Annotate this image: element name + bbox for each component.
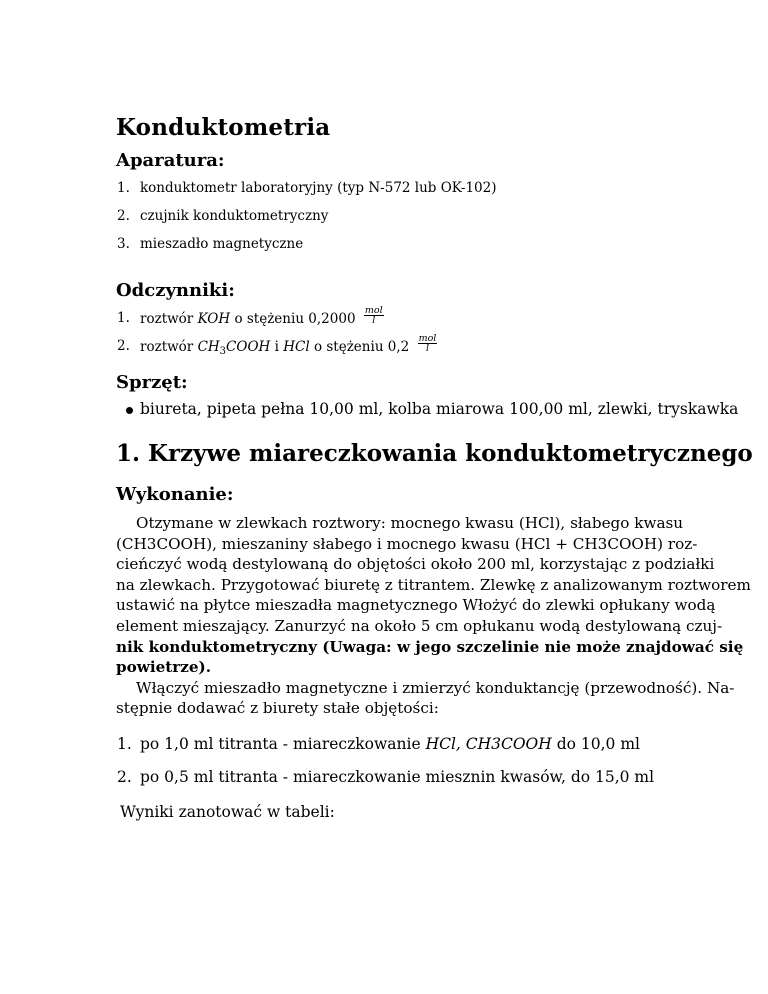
sprzet-item: biureta, pipeta pełna 10,00 ml, kolba miarowa 100,00 ml, zlewki, tryskawka (140, 400, 739, 418)
paragraph-line: cieńczyć wodą destylowaną do objętości około 200 ml, korzystając z podziałki (116, 555, 715, 574)
results-note: Wyniki zanotować w tabeli: (120, 803, 335, 821)
odczynniki-heading: Odczynniki: (116, 280, 235, 301)
list-number: 2. (117, 768, 132, 786)
wykonanie-heading: Wykonanie: (116, 484, 234, 505)
aparatura-heading: Aparatura: (116, 150, 225, 171)
unit-fraction: $\frac{\text{mol}}{l}$ (364, 305, 383, 326)
warning-line: powietrze). (116, 658, 212, 677)
paragraph-line: (CH3COOH), mieszaniny słabego i mocnego kwasu (HCl + CH3COOH) roz- (116, 534, 698, 553)
bullet-icon (126, 407, 133, 414)
list-item: mieszadło magnetyczne (140, 236, 304, 252)
list-number: 2. (117, 208, 130, 224)
paragraph-line: na zlewkach. Przygotować biuretę z titrantem. Zlewkę z analizowanym roztworem (116, 575, 751, 594)
paragraph-line: Włączyć mieszadło magnetyczne i zmierzyć konduktancję (przewodność). Na- (136, 678, 735, 697)
list-item: roztwór $CH_3COOH$ i HCl o stężeniu 0,2 $\frac{\text{mol}}{l}$ (140, 333, 437, 357)
list-number: 1. (117, 310, 130, 326)
list-item: konduktometr laboratoryjny (typ N-572 lub OK-102) (140, 180, 497, 196)
sprzet-heading: Sprzęt: (116, 372, 188, 393)
list-number: 1. (117, 735, 132, 753)
warning-line: nik konduktometryczny (Uwaga: w jego szczelinie nie może znajdować się (116, 637, 744, 656)
list-item: po 1,0 ml titranta - miareczkowanie HCl, CH3COOH do 10,0 ml (140, 735, 640, 753)
paragraph-line: Otzymane w zlewkach roztwory: mocnego kwasu (HCl), słabego kwasu (136, 514, 684, 532)
paragraph-line: stępnie dodawać z biurety stałe objętości: (116, 699, 439, 718)
unit-fraction: $\frac{\text{mol}}{l}$ (418, 333, 437, 354)
list-number: 3. (117, 236, 130, 252)
list-item: czujnik konduktometryczny (140, 208, 329, 224)
paragraph-line: ustawić na płytce mieszadła magnetycznego Włożyć do zlewki opłukany wodą (116, 596, 716, 615)
section-title: 1. Krzywe miareczkowania konduktometrycznego (116, 440, 753, 467)
paragraph-line: element mieszający. Zanurzyć na około 5 cm opłukanu wodą destylowaną czuj- (116, 616, 723, 635)
page-title: Konduktometria (116, 114, 331, 141)
list-number: 1. (117, 180, 130, 196)
list-number: 2. (117, 338, 130, 354)
procedure-paragraph (116, 513, 751, 719)
list-item: po 0,5 ml titranta - miareczkowanie miesznin kwasów, do 15,0 ml (140, 768, 655, 786)
list-item: roztwór KOH o stężeniu 0,2000 $\frac{\text{mol}}{l}$ (140, 305, 383, 327)
